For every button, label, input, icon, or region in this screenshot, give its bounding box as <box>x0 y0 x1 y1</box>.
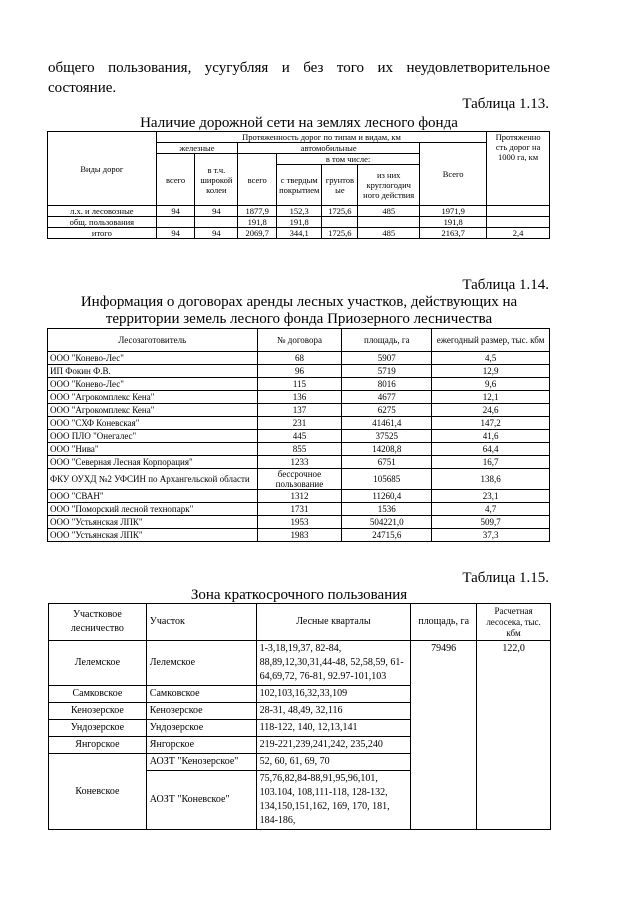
intro-line-2: состояние. <box>48 80 117 96</box>
header-road-types: Виды дорог <box>48 132 157 206</box>
cell-area: 504221,0 <box>342 516 432 529</box>
table-13-label: Таблица 1.13. <box>462 96 549 112</box>
cell-contract: 1731 <box>257 503 342 516</box>
header-gravel: грунтов ые <box>322 165 358 206</box>
header-cut: Расчетная лесосека, тыс. кбм <box>477 604 551 641</box>
cell: 2,4 <box>487 228 550 239</box>
cell-quarters: 118-122, 140, 12,13,141 <box>256 720 411 737</box>
cell-plot: Кенозерское <box>146 703 256 720</box>
cell-lessee: ООО "Агрокомплекс Кена" <box>48 391 258 404</box>
cell-area: 6275 <box>342 404 432 417</box>
table-15-label: Таблица 1.15. <box>462 570 549 586</box>
cell-volume: 4,5 <box>432 352 550 365</box>
cell-volume: 12,1 <box>432 391 550 404</box>
table-13 <box>47 131 550 239</box>
cell: 191,8 <box>420 217 487 228</box>
table-row <box>49 641 551 686</box>
header-rail-wide: в т.ч. широкой колеи <box>195 154 238 206</box>
cell-lessee: ФКУ ОУХД №2 УФСИН по Архангельской области <box>48 469 258 490</box>
cell-area: 37525 <box>342 430 432 443</box>
cell-volume: 9,6 <box>432 378 550 391</box>
cell-name: общ. пользования <box>48 217 157 228</box>
cell-district: Янгорское <box>49 737 147 754</box>
header-length: Протяженность дорог по типам и видам, км <box>156 132 486 143</box>
header-grand-total: Всего <box>420 143 487 206</box>
header-district: Участковое лесничество <box>49 604 147 641</box>
table-15 <box>48 603 551 830</box>
cell: 191,8 <box>238 217 277 228</box>
cell-lessee: ООО "Конево-Лес" <box>48 352 258 365</box>
cell-area: 4677 <box>342 391 432 404</box>
cell-plot: АОЗТ "Коневское" <box>146 771 256 830</box>
cell: 1725,6 <box>322 206 358 217</box>
cell-area: 11260,4 <box>342 490 432 503</box>
cell: 152,3 <box>277 206 322 217</box>
cell-volume: 41,6 <box>432 430 550 443</box>
cell-volume: 23,1 <box>432 490 550 503</box>
cell-lessee: ООО "Устьянская ЛПК" <box>48 516 258 529</box>
cell-area: 105685 <box>342 469 432 490</box>
cell <box>156 217 195 228</box>
cell-district: Лелемское <box>49 641 147 686</box>
cell-area: 79496 <box>411 641 477 830</box>
cell-name: л.х. и лесовозные <box>48 206 157 217</box>
table-14-title-1: Информация о договорах аренды лесных участков, действующих на <box>80 294 518 310</box>
cell-quarters: 75,76,82,84-88,91,95,96,101, 103.104, 108,111-118, 128-132, 134,150,151,162, 169, 170, 181, 184-186, <box>256 771 411 830</box>
header-yearround: из них круглогодич ного действия <box>358 165 420 206</box>
table-row <box>48 206 550 217</box>
header-incl: в том числе: <box>277 154 420 165</box>
header-lessee: Лесозаготовитель <box>48 329 258 352</box>
cell-area: 41461,4 <box>342 417 432 430</box>
table-14-body <box>48 352 550 542</box>
table-14 <box>47 328 550 542</box>
cell-contract: 1953 <box>257 516 342 529</box>
cell: 94 <box>156 206 195 217</box>
cell-quarters: 102,103,16,32,33,109 <box>256 686 411 703</box>
cell-area: 24715,6 <box>342 529 432 542</box>
header-auto-total: всего <box>238 154 277 206</box>
cell-district: Ундозерское <box>49 720 147 737</box>
cell-plot: АОЗТ "Кенозерское" <box>146 754 256 771</box>
table-row <box>48 443 550 456</box>
cell-contract: 445 <box>257 430 342 443</box>
cell-lessee: ООО "Конево-Лес" <box>48 378 258 391</box>
table-row <box>48 469 550 490</box>
cell-cut: 122,0 <box>477 641 551 830</box>
table-14-label: Таблица 1.14. <box>462 277 549 293</box>
header-rail: железные <box>156 143 238 154</box>
table-13-title: Наличие дорожной сети на землях лесного фонда <box>140 115 458 131</box>
cell: 94 <box>156 228 195 239</box>
cell <box>358 217 420 228</box>
cell-volume: 16,7 <box>432 456 550 469</box>
cell: 2069,7 <box>238 228 277 239</box>
table-row <box>48 417 550 430</box>
cell-contract: бессрочное пользование <box>257 469 342 490</box>
cell-area: 14208,8 <box>342 443 432 456</box>
header-plot: Участок <box>146 604 256 641</box>
cell-lessee: ООО "Поморский лесной технопарк" <box>48 503 258 516</box>
cell: 191,8 <box>277 217 322 228</box>
cell-lessee: ООО ПЛО "Онегалес" <box>48 430 258 443</box>
cell-area: 5907 <box>342 352 432 365</box>
cell-district: Самковское <box>49 686 147 703</box>
table-row <box>48 490 550 503</box>
header-contract: № договора <box>257 329 342 352</box>
cell-lessee: ООО "Устьянская ЛПК" <box>48 529 258 542</box>
cell-contract: 96 <box>257 365 342 378</box>
header-quarters: Лесные кварталы <box>256 604 411 641</box>
header-area: площадь, га <box>411 604 477 641</box>
cell-contract: 1983 <box>257 529 342 542</box>
cell-volume: 37,3 <box>432 529 550 542</box>
cell: 485 <box>358 228 420 239</box>
cell <box>487 217 550 228</box>
table-row <box>48 516 550 529</box>
cell-lessee: ООО "Нива" <box>48 443 258 456</box>
table-14-title-2: территории земель лесного фонда Приозерного лесничества <box>105 311 493 327</box>
cell <box>195 217 238 228</box>
table-row <box>48 391 550 404</box>
cell-plot: Лелемское <box>146 641 256 686</box>
cell-area: 8016 <box>342 378 432 391</box>
cell <box>487 206 550 217</box>
table-row <box>48 352 550 365</box>
cell: 485 <box>358 206 420 217</box>
cell-lessee: ООО "СВАН" <box>48 490 258 503</box>
cell-district: Кенозерское <box>49 703 147 720</box>
header-rail-total: всего <box>156 154 195 206</box>
cell-lessee: ООО "СХФ Коневская" <box>48 417 258 430</box>
table-row <box>48 217 550 228</box>
header-hard: с твердым покрытием <box>277 165 322 206</box>
cell-district: Коневское <box>49 754 147 830</box>
cell-contract: 855 <box>257 443 342 456</box>
table-row <box>48 228 550 239</box>
cell: 94 <box>195 206 238 217</box>
header-density: Протяженно сть дорог на 1000 га, км <box>487 132 550 206</box>
cell-quarters: 1-3,18,19,37, 82-84, 88,89,12,30,31,44-48, 52,58,59, 61-64,69,72, 76-81, 92.97-101,103 <box>256 641 411 686</box>
table-row <box>48 430 550 443</box>
cell-contract: 1312 <box>257 490 342 503</box>
cell-volume: 24,6 <box>432 404 550 417</box>
cell-area: 5719 <box>342 365 432 378</box>
cell-volume: 138,6 <box>432 469 550 490</box>
header-auto: автомобильные <box>238 143 420 154</box>
table-row <box>48 365 550 378</box>
table-row <box>48 456 550 469</box>
cell-plot: Ундозерское <box>146 720 256 737</box>
cell-contract: 231 <box>257 417 342 430</box>
cell-quarters: 28-31, 48,49, 32,116 <box>256 703 411 720</box>
cell-plot: Янгорское <box>146 737 256 754</box>
cell-area: 6751 <box>342 456 432 469</box>
intro-paragraph <box>48 58 550 98</box>
table-row <box>48 503 550 516</box>
cell: 344,1 <box>277 228 322 239</box>
cell-volume: 147,2 <box>432 417 550 430</box>
cell-contract: 136 <box>257 391 342 404</box>
table-row <box>48 378 550 391</box>
cell-lessee: ООО "Северная Лесная Корпорация" <box>48 456 258 469</box>
cell: 1725,6 <box>322 228 358 239</box>
cell-lessee: ООО "Агрокомплекс Кена" <box>48 404 258 417</box>
table-15-title: Зона краткосрочного пользования <box>190 587 408 603</box>
cell: 1971,9 <box>420 206 487 217</box>
cell-area: 1536 <box>342 503 432 516</box>
cell-contract: 137 <box>257 404 342 417</box>
cell-lessee: ИП Фокин Ф.В. <box>48 365 258 378</box>
cell-quarters: 52, 60, 61, 69, 70 <box>256 754 411 771</box>
cell-name: итого <box>48 228 157 239</box>
cell-plot: Самковское <box>146 686 256 703</box>
cell-quarters: 219-221,239,241,242, 235,240 <box>256 737 411 754</box>
cell-volume: 509,7 <box>432 516 550 529</box>
cell: 2163,7 <box>420 228 487 239</box>
table-row <box>48 404 550 417</box>
cell-contract: 115 <box>257 378 342 391</box>
cell: 1877,9 <box>238 206 277 217</box>
cell-contract: 68 <box>257 352 342 365</box>
cell-volume: 12,9 <box>432 365 550 378</box>
cell-contract: 1233 <box>257 456 342 469</box>
cell: 94 <box>195 228 238 239</box>
header-area: площадь, га <box>342 329 432 352</box>
intro-line-1: общего пользования, усугубляя и без того их неудовлетворительное <box>48 60 550 76</box>
header-volume: ежегодный размер, тыс. кбм <box>432 329 550 352</box>
cell <box>322 217 358 228</box>
cell-volume: 64,4 <box>432 443 550 456</box>
cell-volume: 4,7 <box>432 503 550 516</box>
table-row <box>48 529 550 542</box>
